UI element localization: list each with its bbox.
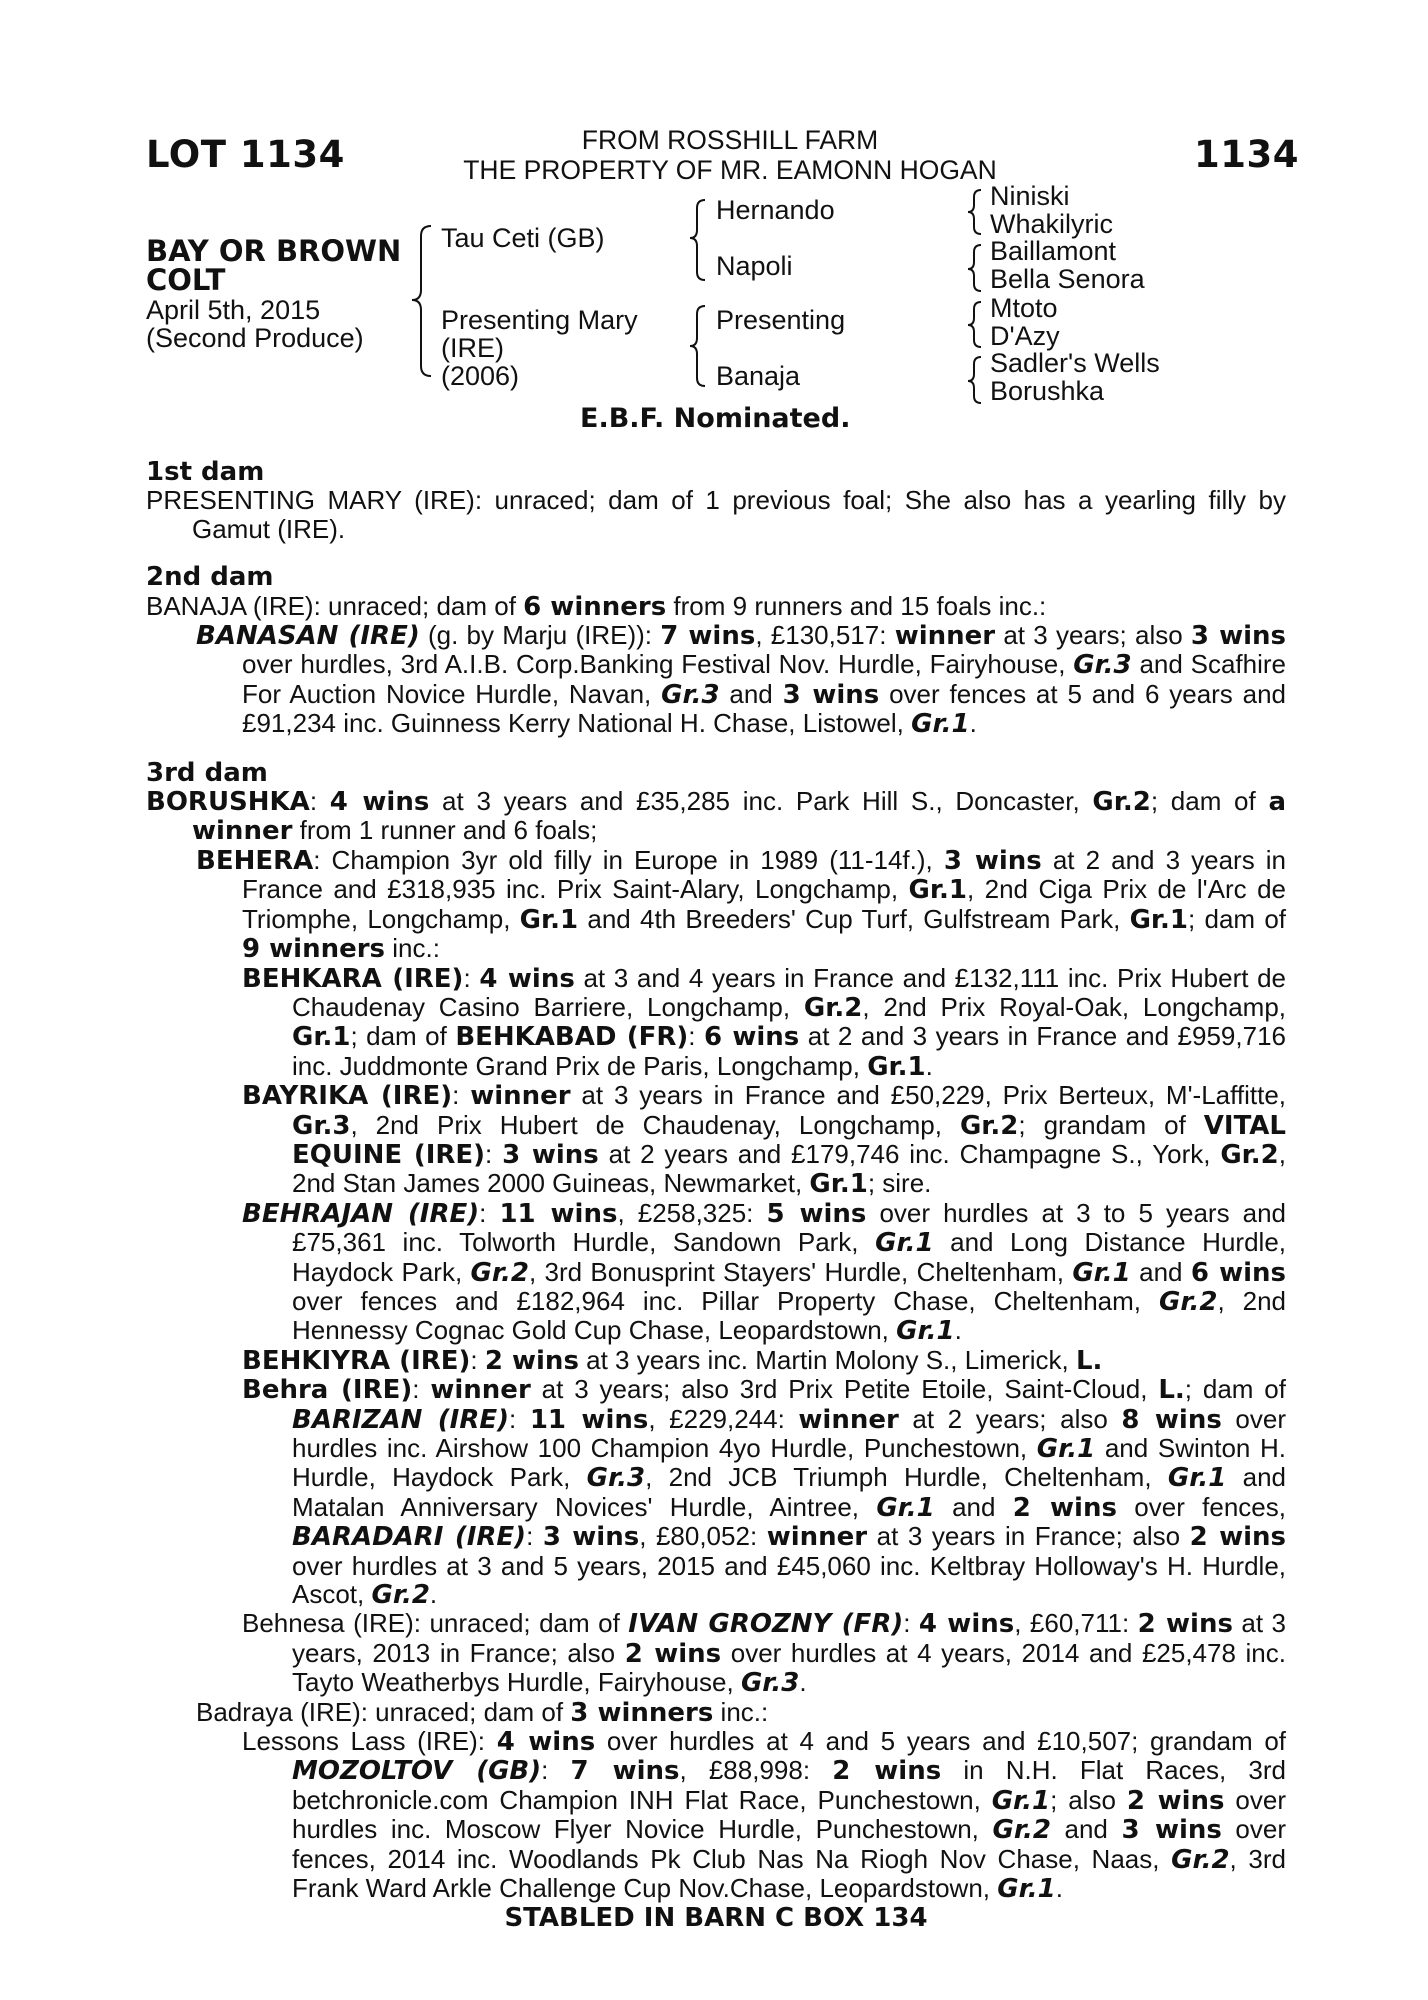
first-dam-entry <box>146 486 1286 543</box>
text-run: : <box>412 1374 431 1405</box>
produce-entry-banasan <box>146 621 1286 739</box>
emphasis-run: Gr.2 <box>371 1580 430 1611</box>
text-run: : <box>309 786 330 817</box>
text-run: : <box>903 1608 919 1639</box>
pedigree-g3-4: Bella Senora <box>990 264 1145 294</box>
text-run: and Swinton H. Hurdle, Haydock Park, <box>292 1433 1286 1493</box>
emphasis-run: 2 wins <box>1126 1785 1225 1816</box>
emphasis-run: 5 wins <box>766 1198 867 1229</box>
horse-sex-line2: COLT <box>146 263 226 297</box>
horse-name: BEHERA <box>196 845 314 876</box>
text-run: : <box>541 1755 571 1786</box>
text-run: inc.: <box>713 1696 769 1727</box>
emphasis-run: Gr.1 <box>292 1022 351 1053</box>
text-run: at 3 years inc. Martin Molony S., Limerick, <box>578 1344 1076 1375</box>
produce-entry-behkiyra <box>146 1346 1286 1375</box>
text-run: , £130,517: <box>755 620 895 651</box>
emphasis-run: 2 wins <box>832 1756 942 1787</box>
emphasis-run: Gr.3 <box>740 1668 800 1699</box>
text-run: , 3rd Frank Ward Arkle Challenge Cup Nov.Chase, Leopardstown, <box>292 1843 1286 1904</box>
pedigree-dam-line3: (2006) <box>441 361 520 391</box>
text-run: : <box>452 1080 471 1111</box>
pedigree-sire-dam: Napoli <box>716 251 793 281</box>
emphasis-run: 3 wins <box>542 1522 640 1553</box>
text-run: : <box>479 1197 500 1228</box>
text-run: , 3rd Bonusprint Stayers' Hurdle, Cheltenham, <box>528 1256 1073 1287</box>
lot-number: 1134 <box>1194 133 1299 176</box>
produce-entry-behra <box>146 1375 1286 1609</box>
emphasis-run: MOZOLTOV (GB) <box>292 1756 542 1787</box>
emphasis-run: winner <box>470 1081 571 1112</box>
text-run: and 4th Breeders' Cup Turf, Gulfstream Park, <box>578 903 1130 934</box>
emphasis-run: Gr.1 <box>1036 1434 1096 1464</box>
text-run: ; dam of <box>1150 786 1269 817</box>
emphasis-run: Gr.2 <box>1092 787 1151 818</box>
pedigree-g3-1: Niniski <box>990 181 1070 211</box>
text-run: over hurdles inc. Airshow 100 Champion 4yo Hurdle, Punchestown, <box>292 1403 1286 1463</box>
text-run: : <box>526 1521 543 1552</box>
emphasis-run: Gr.3 <box>661 679 720 710</box>
lot-label: LOT 1134 <box>146 133 345 176</box>
text-run: and Matalan Anniversary Novices' Hurdle, Aintree, <box>292 1462 1287 1522</box>
foaling-date: April 5th, 2015 <box>146 295 321 325</box>
horse-sex-line1: BAY OR BROWN <box>146 234 402 268</box>
text-run: and <box>1050 1814 1122 1845</box>
emphasis-run: 8 wins <box>1121 1404 1222 1435</box>
pedigree-g3-3: Baillamont <box>990 236 1117 266</box>
emphasis-run: Gr.1 <box>519 904 579 935</box>
emphasis-run: 4 wins <box>918 1609 1015 1640</box>
text-run: : <box>463 962 480 993</box>
emphasis-run: BARIZAN (IRE) <box>292 1404 510 1435</box>
text-run: : <box>485 1138 503 1169</box>
text-run: , £258,325: <box>617 1197 767 1228</box>
emphasis-run: VITAL EQUINE (IRE) <box>292 1110 1286 1170</box>
text-run: Badraya (IRE): unraced; dam of <box>196 1696 571 1727</box>
emphasis-run: Gr.3 <box>586 1463 646 1494</box>
pedigree-dam-line2: (IRE) <box>441 333 504 363</box>
text-run: ; grandam of <box>1018 1109 1204 1140</box>
horse-name: BEHKIYRA (IRE) <box>242 1345 471 1376</box>
pedigree-dam-sire: Presenting <box>716 305 846 335</box>
emphasis-run: Gr.1 <box>1072 1257 1131 1288</box>
text-run: and <box>1130 1256 1191 1287</box>
pedigree-g3-6: D'Azy <box>990 321 1060 351</box>
emphasis-run: 2 wins <box>624 1638 722 1669</box>
emphasis-run: BEHKABAD (FR) <box>455 1022 689 1053</box>
emphasis-run: winner <box>430 1375 531 1406</box>
emphasis-run: 11 wins <box>499 1198 618 1229</box>
emphasis-run: Gr.1 <box>896 1316 955 1347</box>
text-run: ; sire. <box>867 1168 932 1199</box>
emphasis-run: 6 wins <box>1190 1257 1286 1288</box>
text-run: over hurdles, 3rd A.I.B. Corp.Banking Festival Nov. Hurdle, Fairyhouse, <box>242 649 1074 680</box>
produce-entry-behrajan <box>146 1199 1286 1346</box>
text-run: at 3 years; also <box>995 620 1191 651</box>
pedigree-brackets <box>0 0 1428 430</box>
text-run: at 2 and 3 years in France and £318,935 inc. Prix Saint-Alary, Longchamp, <box>242 844 1287 905</box>
second-dam-heading: 2nd dam <box>146 562 274 593</box>
produce-entry-lessons-lass <box>146 1727 1286 1903</box>
text-run: Lessons Lass (IRE): <box>242 1726 497 1757</box>
horse-name: BORUSHKA <box>146 787 310 818</box>
text-run: over hurdles at 4 and 5 years and £10,507; grandam of <box>595 1726 1287 1757</box>
text-run: over hurdles inc. Moscow Flyer Novice Hurdle, Punchestown, <box>292 1784 1286 1845</box>
pedigree-sire: Tau Ceti (GB) <box>441 223 605 253</box>
emphasis-run: a winner <box>192 787 1287 847</box>
emphasis-run: Gr.3 <box>1073 650 1132 681</box>
text-run: from 9 runners and 15 foals inc.: <box>666 590 1047 621</box>
emphasis-run: Gr.1 <box>908 875 967 906</box>
text-run: at 3 years and £35,285 inc. Park Hill S., Doncaster, <box>429 786 1093 817</box>
text-run: ; dam of <box>1188 903 1287 934</box>
emphasis-run: 2 wins <box>1189 1522 1287 1553</box>
text-run: , £229,244: <box>648 1403 799 1434</box>
text-run: at 3 years in France and £50,229, Prix Berteux, M'-Laffitte, <box>570 1080 1287 1111</box>
text-run: and Scafhire For Auction Novice Hurdle, Navan, <box>242 649 1286 709</box>
catalogue-body <box>146 458 1286 1932</box>
emphasis-run: Gr.1 <box>809 1169 868 1200</box>
emphasis-run: 4 wins <box>329 787 430 818</box>
horse-name: BEHRAJAN (IRE) <box>242 1198 480 1229</box>
text-run: (g. by Marju (IRE)): <box>419 620 661 651</box>
emphasis-run: 2 wins <box>1137 1609 1233 1640</box>
text-run: and <box>934 1491 1013 1522</box>
second-dam-entry <box>146 592 1286 621</box>
text-run: at 3 years; also 3rd Prix Petite Etoile, Saint-Cloud, <box>530 1374 1159 1405</box>
emphasis-run: 7 wins <box>570 1756 680 1787</box>
emphasis-run: Gr.1 <box>875 1228 934 1259</box>
emphasis-run: 3 wins <box>502 1139 599 1170</box>
text-run: ; dam of <box>350 1021 456 1052</box>
emphasis-run: 3 wins <box>1190 621 1286 652</box>
emphasis-run: Gr.1 <box>1129 904 1189 935</box>
text-run: at 2 years; also <box>898 1403 1122 1434</box>
text-run: , £80,052: <box>639 1521 767 1552</box>
text-run: in N.H. Flat Races, 3rd betchronicle.com Champion INH Flat Race, Punchestown, <box>292 1755 1286 1815</box>
emphasis-run: 3 winners <box>570 1697 714 1728</box>
text-run: : <box>470 1344 485 1375</box>
pedigree-g3-2: Whakilyric <box>990 209 1114 239</box>
pedigree-g3-7: Sadler's Wells <box>990 348 1160 378</box>
horse-name: BANASAN (IRE) <box>196 621 420 652</box>
stabling-location: STABLED IN BARN C BOX 134 <box>504 1902 928 1933</box>
pedigree-dam-dam: Banaja <box>716 361 801 391</box>
consignor-owner: THE PROPERTY OF MR. EAMONN HOGAN <box>463 155 997 185</box>
horse-name: Behra (IRE) <box>242 1375 413 1406</box>
emphasis-run: Gr.1 <box>997 1874 1056 1905</box>
emphasis-run: 6 winners <box>523 591 667 622</box>
emphasis-run: Gr.3 <box>292 1110 351 1141</box>
produce-entry-behkara <box>146 964 1286 1082</box>
emphasis-run: Gr.1 <box>911 709 970 740</box>
text-run: over fences and £182,964 inc. Pillar Property Chase, Cheltenham, <box>292 1285 1159 1316</box>
text-run: , £60,711: <box>1014 1608 1138 1639</box>
emphasis-run: Gr.2 <box>803 992 863 1023</box>
produce-entry-behera <box>146 846 1286 964</box>
text-run: over fences, <box>1116 1491 1286 1522</box>
text-run: at 2 and 3 years in France and £959,716 inc. Juddmonte Grand Prix de Paris, Longchamp, <box>292 1021 1286 1081</box>
emphasis-run: Gr.2 <box>992 1815 1051 1846</box>
text-run: , 2nd Prix Hubert de Chaudenay, Longchamp, <box>350 1109 960 1140</box>
emphasis-run: 3 wins <box>943 845 1042 876</box>
emphasis-run: IVAN GROZNY (FR) <box>628 1609 904 1640</box>
text-run: . <box>925 1050 933 1081</box>
text-run: and Long Distance Hurdle, Haydock Park, <box>292 1227 1287 1287</box>
third-dam-heading: 3rd dam <box>146 757 268 788</box>
text-run: . <box>429 1579 438 1610</box>
text-run: BANAJA (IRE): unraced; dam of <box>146 590 524 621</box>
produce-note: (Second Produce) <box>146 323 364 353</box>
text-run: ; also <box>1050 1784 1127 1815</box>
pedigree-g3-8: Borushka <box>990 376 1105 406</box>
third-dam-entry <box>146 787 1286 846</box>
text-run: Behnesa (IRE): unraced; dam of <box>242 1608 629 1639</box>
first-dam-text: PRESENTING MARY (IRE): unraced; dam of 1 previous foal; She also has a yearling filly by Gamut (IRE). <box>146 485 1286 544</box>
text-run: : <box>688 1021 704 1052</box>
emphasis-run: Gr.1 <box>876 1492 935 1523</box>
text-run: , 2nd Hennessy Cognac Gold Cup Chase, Leopardstown, <box>292 1285 1287 1346</box>
emphasis-run: winner <box>894 621 996 652</box>
emphasis-run: Gr.2 <box>1171 1844 1230 1875</box>
emphasis-run: BARADARI (IRE) <box>292 1522 527 1553</box>
emphasis-run: 6 wins <box>703 1022 800 1053</box>
emphasis-run: Gr.2 <box>1220 1139 1279 1170</box>
produce-entry-behnesa <box>146 1609 1286 1697</box>
emphasis-run: winner <box>798 1404 899 1435</box>
text-run: over fences, 2014 inc. Woodlands Pk Club Nas Na Riogh Nov Chase, Naas, <box>292 1814 1287 1874</box>
first-dam-heading: 1st dam <box>146 457 265 487</box>
emphasis-run: 3 wins <box>782 679 880 710</box>
emphasis-run: Gr.1 <box>991 1785 1051 1816</box>
text-run: ; dam of <box>1184 1374 1286 1405</box>
emphasis-run: L. <box>1075 1345 1103 1376</box>
text-run: . <box>799 1667 807 1698</box>
text-run: and <box>719 678 783 709</box>
emphasis-run: Gr.2 <box>959 1110 1019 1141</box>
text-run: over hurdles at 3 and 5 years, 2015 and £45,060 inc. Keltbray Holloway's H. Hurdle, Ascot, <box>292 1550 1286 1610</box>
text-run: over hurdles at 3 to 5 years and £75,361 inc. Tolworth Hurdle, Sandown Park, <box>292 1197 1287 1258</box>
emphasis-run: 2 wins <box>1012 1492 1117 1523</box>
text-run: at 2 years and £179,746 inc. Champagne S., York, <box>598 1138 1221 1169</box>
text-run: over hurdles at 4 years, 2014 and £25,478 inc. Tayto Weatherbys Hurdle, Fairyhouse, <box>292 1637 1286 1698</box>
text-run: . <box>954 1315 962 1346</box>
text-run: . <box>969 708 977 739</box>
emphasis-run: winner <box>766 1522 868 1553</box>
emphasis-run: 9 winners <box>242 934 386 965</box>
consignor-farm: FROM ROSSHILL FARM <box>581 125 879 155</box>
emphasis-run: 4 wins <box>496 1727 596 1758</box>
text-run: : <box>509 1403 530 1434</box>
text-run: at 3 and 4 years in France and £132,111 inc. Prix Hubert de Chaudenay Casino Barriere, Longchamp, <box>292 962 1287 1022</box>
emphasis-run: 4 wins <box>479 963 575 994</box>
emphasis-run: L. <box>1158 1375 1185 1406</box>
text-run: inc.: <box>385 933 440 964</box>
text-run: , 2nd Stan James 2000 Guineas, Newmarket, <box>292 1138 1286 1199</box>
emphasis-run: 7 wins <box>660 621 756 652</box>
emphasis-run: 11 wins <box>529 1404 649 1435</box>
emphasis-run: Gr.1 <box>867 1051 926 1082</box>
text-run: , 2nd Prix Royal-Oak, Longchamp, <box>862 991 1286 1022</box>
text-run: over fences at 5 and 6 years and £91,234 inc. Guinness Kerry National H. Chase, Listowel, <box>242 678 1287 739</box>
text-run: , £88,998: <box>679 1755 833 1786</box>
text-run: from 1 runner and 6 foals; <box>292 815 598 846</box>
pedigree-sire-sire: Hernando <box>716 195 835 225</box>
text-run: , 2nd Ciga Prix de l'Arc de Triomphe, Longchamp, <box>242 874 1286 934</box>
emphasis-run: Gr.1 <box>1167 1463 1227 1494</box>
text-run: at 3 years in France; also <box>867 1521 1190 1552</box>
text-run: : Champion 3yr old filly in Europe in 1989 (11-14f.), <box>313 844 944 875</box>
emphasis-run: 2 wins <box>484 1345 579 1376</box>
text-run: at 3 years, 2013 in France; also <box>292 1608 1287 1668</box>
pedigree-dam-line1: Presenting Mary <box>441 305 638 335</box>
text-run: . <box>1055 1873 1063 1904</box>
horse-name: BEHKARA (IRE) <box>242 963 464 994</box>
pedigree-g3-5: Mtoto <box>990 293 1058 323</box>
produce-entry-badraya <box>146 1698 1286 1727</box>
emphasis-run: 3 wins <box>1121 1815 1222 1846</box>
emphasis-run: Gr.2 <box>1159 1286 1218 1317</box>
produce-entry-bayrika <box>146 1081 1286 1199</box>
ebf-nominated: E.B.F. Nominated. <box>580 403 851 434</box>
text-run: , 2nd JCB Triumph Hurdle, Cheltenham, <box>645 1462 1168 1493</box>
horse-name: BAYRIKA (IRE) <box>242 1081 453 1112</box>
emphasis-run: Gr.2 <box>470 1257 529 1288</box>
